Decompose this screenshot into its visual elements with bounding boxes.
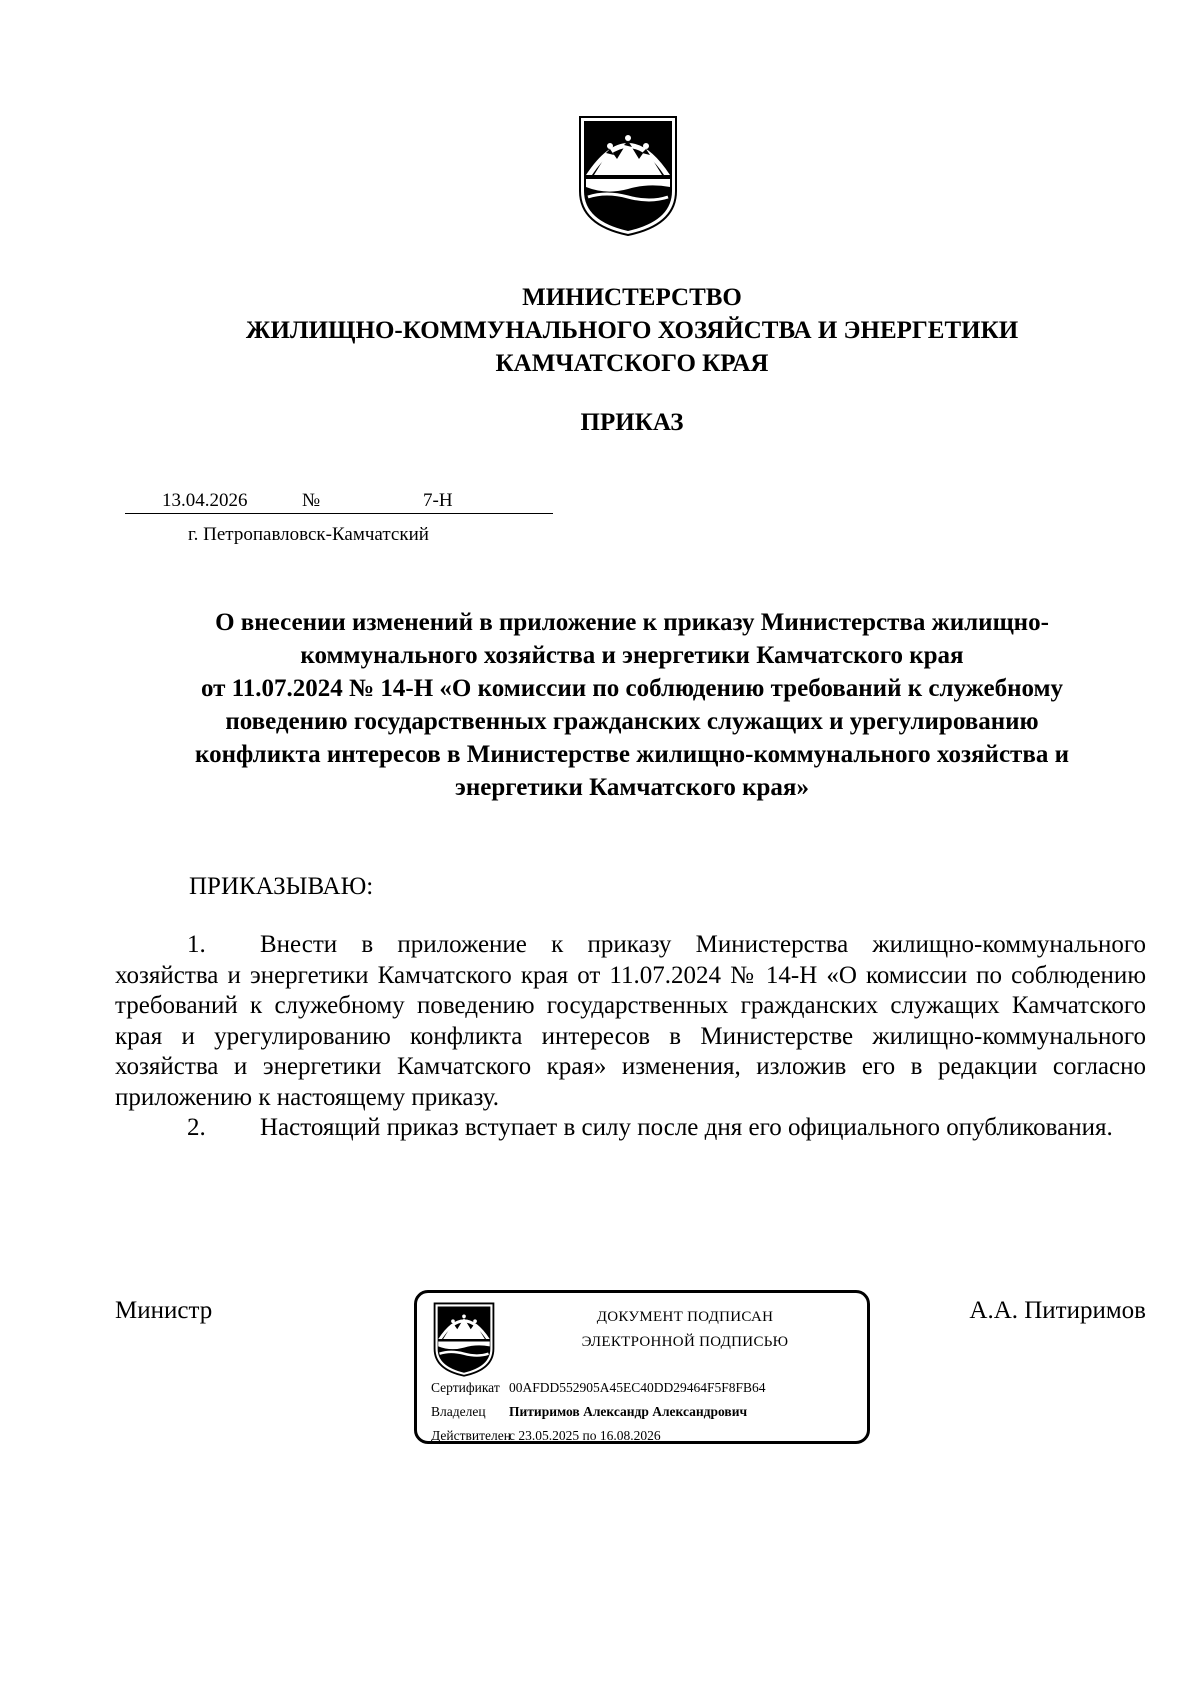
document-city: г. Петропавловск-Камчатский	[188, 524, 429, 545]
document-number: 7-Н	[423, 490, 453, 511]
order-directive-word: ПРИКАЗЫВАЮ:	[189, 873, 374, 900]
stamp-validity	[431, 1427, 661, 1445]
stamp-owner	[431, 1403, 747, 1421]
owner-label: Владелец	[431, 1404, 486, 1419]
document-date: 13.04.2026	[162, 490, 248, 511]
stamp-title-line-1: ДОКУМЕНТ ПОДПИСАН	[596, 1309, 774, 1325]
document-type-label: ПРИКАЗ	[580, 409, 684, 436]
subject-line: энергетики Камчатского края»	[455, 774, 809, 801]
subject-line: от 11.07.2024 № 14-Н «О комиссии по соблюдению требований к служебному	[200, 675, 1064, 702]
stamp-title-line-2: ЭЛЕКТРОННОЙ ПОДПИСЬЮ	[581, 1334, 789, 1350]
owner-value: Питиримов Александр Александрович	[509, 1404, 748, 1419]
document-body	[115, 930, 1146, 1144]
subject-line: коммунального хозяйства и энергетики Камчатского края	[300, 642, 964, 669]
order-item-1	[115, 930, 1146, 1113]
signatory-name: А.А. Питиримов	[969, 1297, 1146, 1324]
validity-label: Действителен	[431, 1428, 511, 1443]
certificate-value: 00AFDD552905A45EC40DD29464F5F8FB64	[509, 1380, 766, 1395]
item-text: Внести в приложение к приказу Министерства жилищно-коммунального хозяйства и энергетики Камчатского края от 11.07.2024 № 14-Н «О комиссии по соблюдению требований к служебному поведению государственных гражданских служащих Камчатского края и урегулированию конфликта интересов в Министерстве жилищно-коммунального хозяйства и энергетики Камчатского края» изменения, изложив его в редакции согласно приложению к настоящему приказу.	[115, 931, 1146, 1111]
item-number: 1.	[187, 931, 206, 958]
ministry-heading	[0, 281, 1200, 380]
validity-value: с 23.05.2025 по 16.08.2026	[509, 1428, 661, 1443]
order-item-2	[115, 1113, 1146, 1144]
ministry-line-2: ЖИЛИЩНО-КОММУНАЛЬНОГО ХОЗЯЙСТВА И ЭНЕРГЕТИКИ	[245, 317, 1019, 344]
date-number-row	[125, 489, 553, 514]
stamp-certificate	[431, 1379, 766, 1397]
item-text: Настоящий приказ вступает в силу после дня его официального опубликования.	[260, 1114, 1113, 1141]
ministry-line-1: МИНИСТЕРСТВО	[522, 284, 742, 311]
number-label: №	[302, 490, 321, 511]
ministry-line-3: КАМЧАТСКОГО КРАЯ	[495, 350, 769, 377]
subject-line: поведению государственных гражданских служащих и урегулированию	[225, 708, 1039, 735]
item-number: 2.	[187, 1114, 206, 1141]
document-subject	[110, 606, 1154, 804]
stamp-heading	[513, 1305, 857, 1355]
coat-of-arms-emblem	[576, 113, 680, 237]
subject-line: конфликта интересов в Министерстве жилищно-коммунального хозяйства и	[195, 741, 1069, 768]
subject-line: О внесении изменений в приложение к приказу Министерства жилищно-	[215, 609, 1049, 636]
stamp-emblem-icon	[431, 1301, 497, 1377]
signatory-position: Министр	[115, 1297, 213, 1324]
electronic-signature-stamp	[414, 1290, 870, 1444]
document-type-title	[0, 406, 1200, 439]
certificate-label: Сертификат	[431, 1380, 500, 1395]
